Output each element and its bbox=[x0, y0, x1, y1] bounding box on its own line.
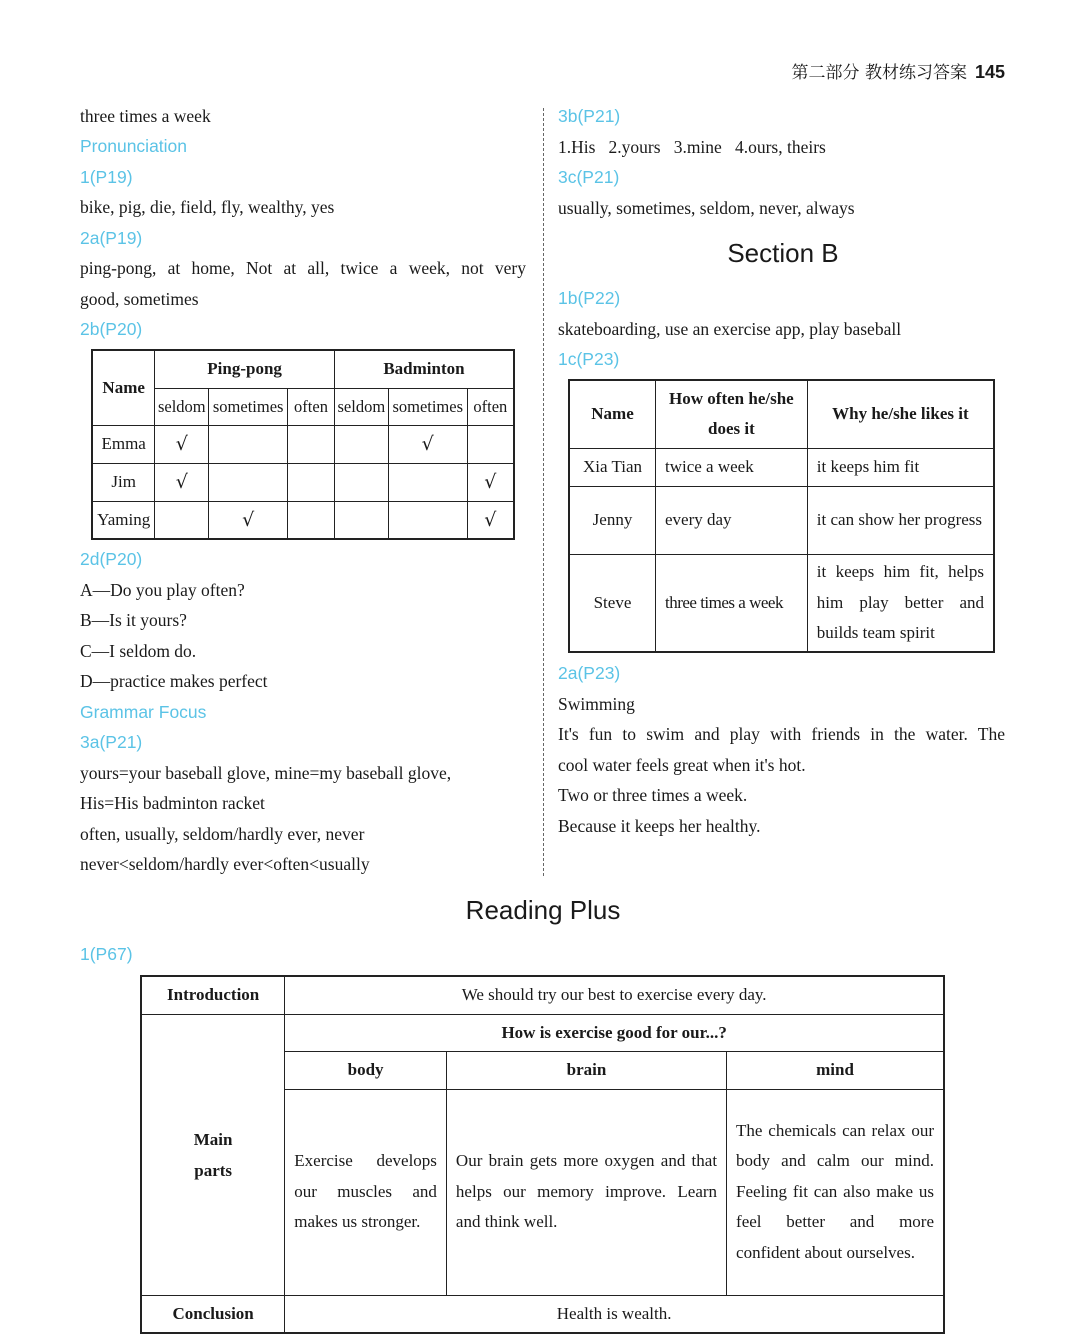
check-mark: √ bbox=[155, 425, 209, 463]
table-cell: it keeps him fit bbox=[807, 448, 994, 486]
exercise-label: 2a(P23) bbox=[558, 663, 621, 683]
table-cell bbox=[288, 463, 335, 501]
main-parts-label: Main parts bbox=[193, 1129, 233, 1180]
answer-line: skateboarding, use an exercise app, play baseball bbox=[558, 319, 902, 339]
table-header: Name bbox=[92, 350, 155, 425]
column-header: mind bbox=[727, 1051, 944, 1089]
header-title: 第二部分 教材练习答案 bbox=[791, 63, 967, 83]
reading-plus-table bbox=[140, 975, 945, 1334]
check-mark: √ bbox=[467, 501, 514, 539]
table-row bbox=[92, 425, 514, 463]
table-cell-name: Jenny bbox=[569, 486, 655, 554]
answer-line: often, usually, seldom/hardly ever, never bbox=[80, 824, 365, 844]
table-row bbox=[92, 501, 514, 539]
answer-line: B—Is it yours? bbox=[80, 610, 187, 630]
introduction-text: We should try our best to exercise every day. bbox=[285, 976, 944, 1014]
table-cell bbox=[388, 501, 467, 539]
column-header: brain bbox=[446, 1051, 726, 1089]
table-subheader: sometimes bbox=[388, 388, 467, 425]
answer-line: bike, pig, die, field, fly, wealthy, yes bbox=[80, 197, 335, 217]
exercise-label: 1c(P23) bbox=[558, 349, 620, 369]
table-cell bbox=[155, 501, 209, 539]
table-cell bbox=[467, 425, 514, 463]
table-row bbox=[569, 448, 994, 486]
table-cell: it keeps him fit, helps him play better and builds team spirit bbox=[807, 554, 994, 652]
answer-line: three times a week bbox=[80, 106, 211, 126]
check-mark: √ bbox=[388, 425, 467, 463]
brain-text: Our brain gets more oxygen and that helps our memory improve. Learn and think well. bbox=[446, 1089, 726, 1295]
check-mark: √ bbox=[155, 463, 209, 501]
table-cell bbox=[209, 425, 288, 463]
table-row bbox=[569, 486, 994, 554]
frequency-table bbox=[91, 349, 515, 540]
answer-line: good, sometimes bbox=[80, 289, 199, 309]
table-cell bbox=[334, 425, 388, 463]
row-label: Introduction bbox=[141, 976, 285, 1014]
table-header: How often he/she does it bbox=[655, 380, 807, 448]
row-label bbox=[141, 1014, 285, 1295]
answer-line: D—practice makes perfect bbox=[80, 671, 268, 691]
table-subheader: sometimes bbox=[209, 388, 288, 425]
table-subheader: seldom bbox=[155, 388, 209, 425]
answer-text: ping-pong, at home, Not at all, twice a week, not very bbox=[80, 258, 526, 278]
table-cell bbox=[288, 425, 335, 463]
section-title: Reading Plus bbox=[465, 895, 621, 925]
table-subheader: often bbox=[467, 388, 514, 425]
section-heading-grammar: Grammar Focus bbox=[80, 702, 207, 722]
table-header: Badminton bbox=[334, 350, 514, 388]
table-cell bbox=[334, 463, 388, 501]
table-cell: it can show her progress bbox=[807, 486, 994, 554]
conclusion-text: Health is wealth. bbox=[285, 1295, 944, 1333]
answer-line: never<seldom/hardly ever<often<usually bbox=[80, 854, 370, 874]
section-title: Section B bbox=[727, 238, 839, 268]
table-cell-name: Steve bbox=[569, 554, 655, 652]
table-cell-name: Jim bbox=[92, 463, 155, 501]
answer-line: Swimming bbox=[558, 694, 635, 714]
check-mark: √ bbox=[467, 463, 514, 501]
answer-line: Two or three times a week. bbox=[558, 785, 748, 805]
exercise-label: 3a(P21) bbox=[80, 732, 143, 752]
table-cell bbox=[388, 463, 467, 501]
table-header: Name bbox=[569, 380, 655, 448]
exercise-label: 3b(P21) bbox=[558, 106, 621, 126]
answer-line: Because it keeps her healthy. bbox=[558, 816, 761, 836]
table-cell-name: Xia Tian bbox=[569, 448, 655, 486]
exercise-label: 1b(P22) bbox=[558, 288, 621, 308]
exercise-label: 1(P67) bbox=[80, 944, 133, 964]
reasons-table bbox=[568, 379, 995, 653]
answer-line: yours=your baseball glove, mine=my baseball glove, bbox=[80, 763, 452, 783]
exercise-label: 2d(P20) bbox=[80, 549, 143, 569]
exercise-label: 2b(P20) bbox=[80, 319, 143, 339]
answer-line: His=His badminton racket bbox=[80, 793, 265, 813]
exercise-label: 3c(P21) bbox=[558, 167, 620, 187]
row-label: Conclusion bbox=[141, 1295, 285, 1333]
answer-line: 1.His 2.yours 3.mine 4.ours, theirs bbox=[558, 137, 826, 157]
column-divider bbox=[543, 108, 544, 876]
table-cell: every day bbox=[655, 486, 807, 554]
table-cell bbox=[209, 463, 288, 501]
table-cell bbox=[288, 501, 335, 539]
mind-text: The chemicals can relax our body and calm our mind. Feeling fit can also make us feel better and more confident about ourselves. bbox=[727, 1089, 944, 1295]
table-row bbox=[569, 554, 994, 652]
check-mark: √ bbox=[209, 501, 288, 539]
table-cell: three times a week bbox=[655, 554, 807, 652]
table-cell bbox=[334, 501, 388, 539]
answer-line bbox=[558, 723, 1005, 745]
exercise-label: 1(P19) bbox=[80, 167, 133, 187]
answer-line bbox=[80, 257, 526, 279]
section-heading-pronunciation: Pronunciation bbox=[80, 136, 188, 156]
table-header: Why he/she likes it bbox=[807, 380, 994, 448]
table-cell-name: Emma bbox=[92, 425, 155, 463]
answer-line: A—Do you play often? bbox=[80, 580, 245, 600]
table-cell-name: Yaming bbox=[92, 501, 155, 539]
table-subheader: often bbox=[288, 388, 335, 425]
exercise-label: 2a(P19) bbox=[80, 228, 143, 248]
answer-line: C—I seldom do. bbox=[80, 641, 197, 661]
page-number: 145 bbox=[974, 62, 1005, 82]
answer-line: cool water feels great when it's hot. bbox=[558, 755, 806, 775]
table-cell: twice a week bbox=[655, 448, 807, 486]
column-header: body bbox=[285, 1051, 447, 1089]
table-header: Ping-pong bbox=[155, 350, 335, 388]
answer-line: usually, sometimes, seldom, never, always bbox=[558, 198, 855, 218]
body-text: Exercise develops our muscles and makes us stronger. bbox=[285, 1089, 447, 1295]
table-subheader: seldom bbox=[334, 388, 388, 425]
table-row bbox=[92, 463, 514, 501]
page-header bbox=[792, 58, 1005, 83]
question-header: How is exercise good for our...? bbox=[285, 1014, 944, 1051]
answer-text: It's fun to swim and play with friends in the water. The bbox=[558, 724, 1005, 744]
